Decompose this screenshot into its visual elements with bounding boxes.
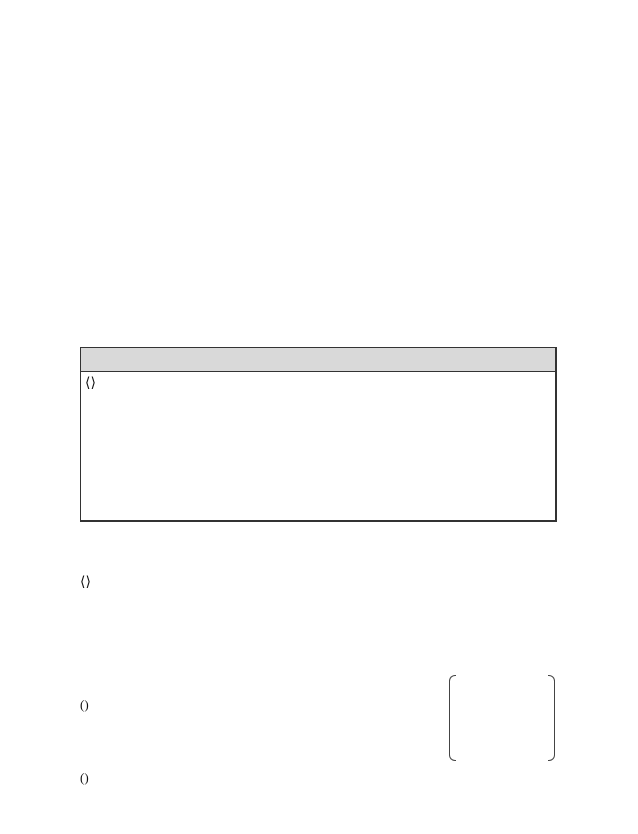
right-angle-icon: ⟩	[85, 574, 91, 590]
left-paren-icon	[449, 675, 456, 761]
definition-header	[81, 348, 555, 372]
right-paren-icon	[548, 675, 555, 761]
definition-intro	[85, 375, 96, 391]
left-angle-icon: ⟨	[80, 574, 86, 590]
contoh-115-line1	[80, 574, 558, 590]
contoh-117-last-line: ()	[80, 770, 89, 785]
right-angle-icon: ⟩	[90, 375, 96, 391]
left-angle-icon: ⟨	[85, 375, 91, 391]
contoh-117-line: ()	[80, 697, 89, 712]
identity-matrix	[449, 675, 555, 761]
definition-box	[80, 347, 557, 522]
